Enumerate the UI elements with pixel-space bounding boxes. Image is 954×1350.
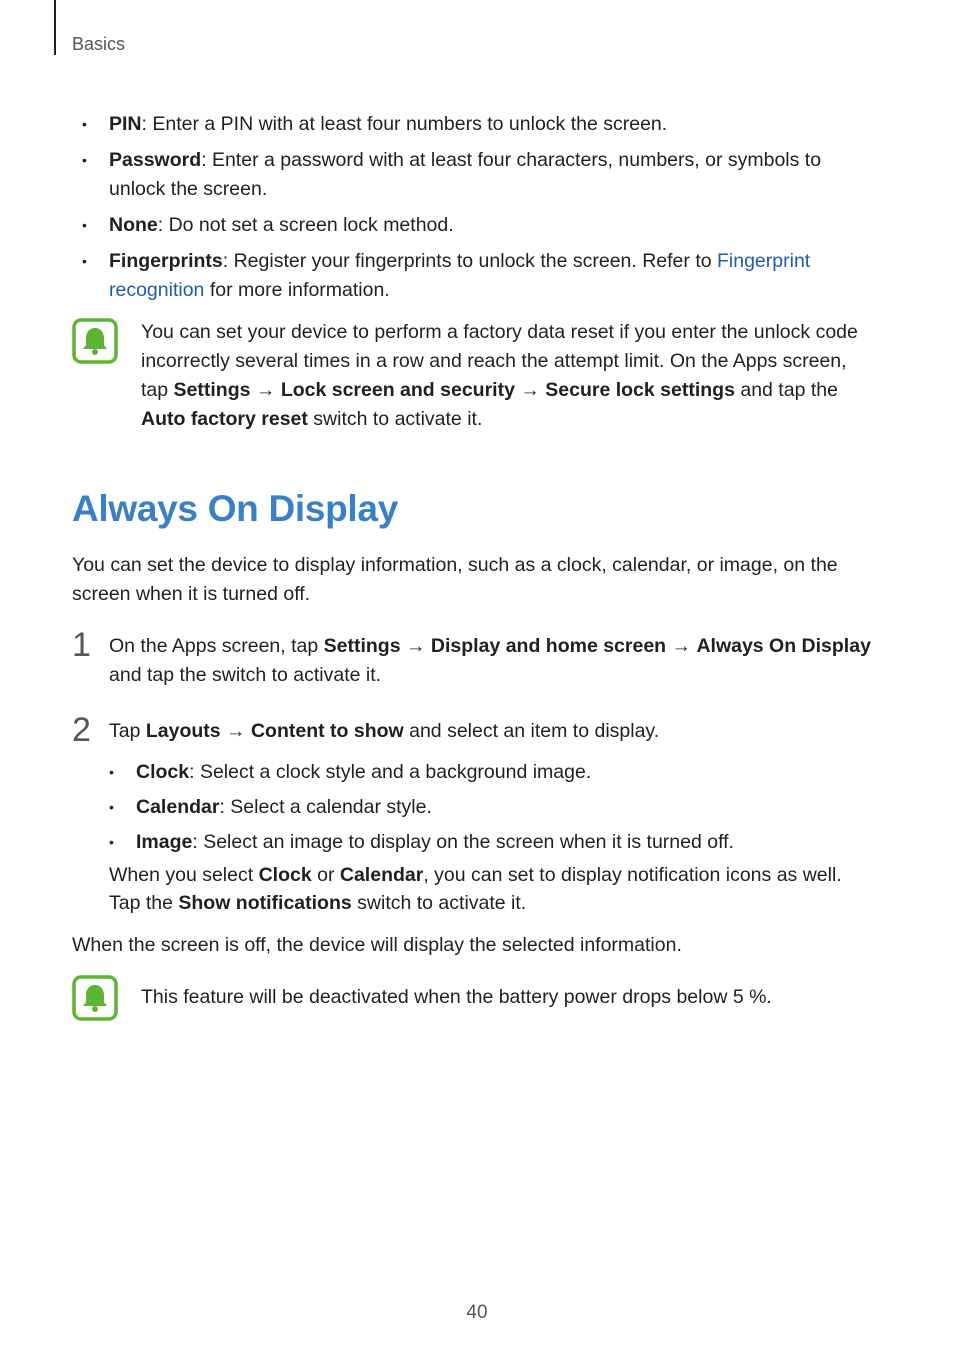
step-1 bbox=[72, 626, 872, 690]
term-image: Image bbox=[136, 831, 193, 853]
lock-type-list bbox=[82, 110, 882, 312]
list-item bbox=[82, 146, 882, 204]
list-item bbox=[82, 110, 882, 139]
bell-notice-icon bbox=[72, 975, 118, 1021]
term-clock: Clock bbox=[136, 761, 190, 783]
bullet-dot: • bbox=[82, 116, 87, 132]
margin-rule bbox=[54, 0, 56, 55]
term-calendar: Calendar bbox=[136, 796, 220, 818]
step-number: 2 bbox=[72, 711, 91, 749]
bullet-dot: • bbox=[109, 764, 114, 780]
term-none: None bbox=[109, 214, 158, 236]
bullet-dot: • bbox=[109, 799, 114, 815]
battery-note bbox=[72, 975, 872, 1012]
section-intro: You can set the device to display information, such as a clock, calendar, or image, on the screen when it is turned off. bbox=[72, 554, 838, 605]
bullet-dot: • bbox=[82, 152, 87, 168]
note-text: You can set your device to perform a factory data reset if you enter the unlock code incorrectly several times in a row and reach the attempt limit. On the Apps screen, tap Settings → Lock screen and security → Secure lock settings and tap the Auto factory reset switch to activate it. bbox=[141, 321, 858, 430]
bullet-dot: • bbox=[82, 217, 87, 233]
bell-notice-icon bbox=[72, 318, 118, 364]
fingerprint-recognition-link[interactable]: Fingerprint recognition bbox=[109, 250, 811, 301]
term-fingerprints: Fingerprints bbox=[109, 250, 223, 272]
section-label: Basics bbox=[72, 34, 126, 54]
factory-reset-note bbox=[72, 318, 872, 434]
bullet-dot: • bbox=[82, 253, 87, 269]
term-pin: PIN bbox=[109, 113, 142, 135]
section-heading: Always On Display bbox=[72, 488, 398, 529]
step-number: 1 bbox=[72, 626, 91, 664]
step-text: Tap Layouts → Content to show and select an item to display. bbox=[109, 720, 660, 742]
note-text: This feature will be deactivated when the battery power drops below 5 %. bbox=[141, 986, 772, 1008]
notification-paragraph: When you select Clock or Calendar, you can set to display notification icons as well. Tap the Show notifications switch to activate it. bbox=[109, 864, 842, 914]
item-text: : Enter a password with at least four characters, numbers, or symbols to unlock the screen. bbox=[109, 149, 822, 200]
step-2 bbox=[72, 711, 872, 749]
list-item: • Image: Select an image to display on the screen when it is turned off. bbox=[109, 828, 879, 857]
step-text: On the Apps screen, tap Settings → Display and home screen → Always On Display and tap the switch to activate it. bbox=[109, 635, 871, 686]
page-number: 40 bbox=[466, 1302, 488, 1323]
item-text: : Do not set a screen lock method. bbox=[157, 214, 454, 236]
list-item bbox=[82, 247, 882, 305]
bullet-dot: • bbox=[109, 834, 114, 850]
content-item-list bbox=[109, 758, 879, 863]
item-text: : Register your fingerprints to unlock the screen. Refer to bbox=[222, 250, 717, 272]
list-item: • Calendar: Select a calendar style. bbox=[109, 793, 879, 822]
list-item: • Clock: Select a clock style and a background image. bbox=[109, 758, 879, 787]
item-text: : Enter a PIN with at least four numbers to unlock the screen. bbox=[141, 113, 668, 135]
list-item bbox=[82, 211, 882, 240]
item-text-after: for more information. bbox=[204, 279, 390, 301]
term-password: Password bbox=[109, 149, 202, 171]
closing-paragraph: When the screen is off, the device will display the selected information. bbox=[72, 934, 682, 956]
